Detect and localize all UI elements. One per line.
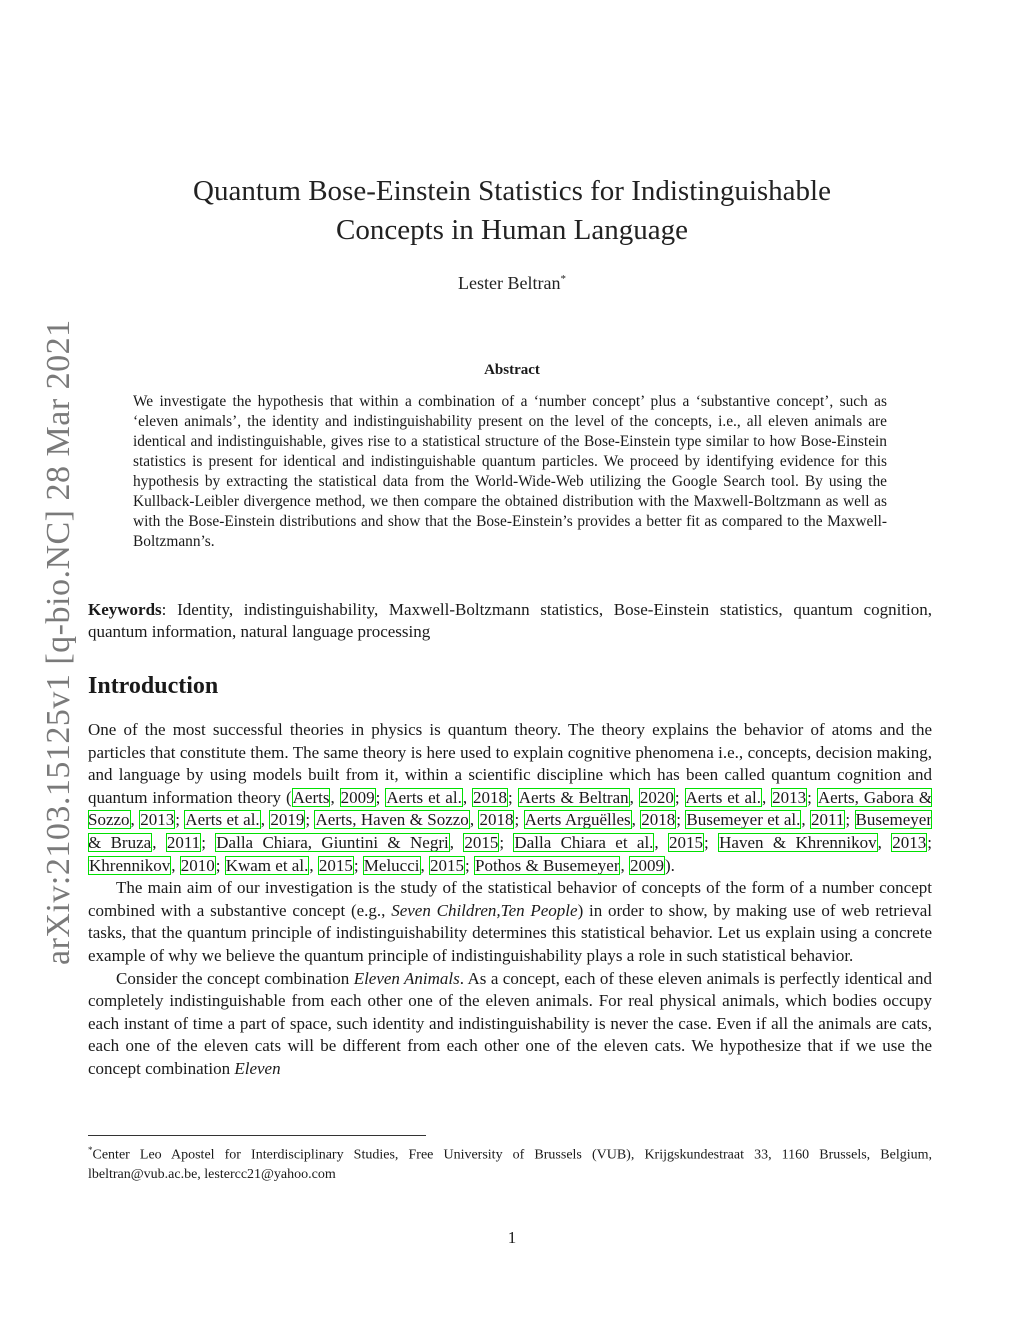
paragraph-1-text: One of the most successful theories in physics is quantum theory. The theory explains the behavior of atoms and the particles that constitute them. The same theory is here used to explain cognitive phenomena i.e., concepts, decision making, and language by using models built from it, within a scientific discipline which has been called quantum cognition and quantum information theory ( bbox=[88, 720, 932, 807]
citation: Aerts et al., 2019; bbox=[185, 810, 315, 830]
citation-author-link[interactable]: Haven & Khrennikov bbox=[719, 832, 877, 852]
citation-author-link[interactable]: Aerts et al. bbox=[685, 787, 761, 807]
citation: Aerts Arguëlles, 2018; bbox=[524, 810, 686, 830]
paragraph-1-end: ). bbox=[664, 855, 675, 875]
citation-year-link[interactable]: 2018 bbox=[473, 787, 508, 807]
citation-year-link[interactable]: 2013 bbox=[772, 787, 807, 807]
citation-author-link[interactable]: Aerts Arguëlles bbox=[524, 810, 631, 830]
paper-title bbox=[0, 172, 1024, 250]
abstract-text: We investigate the hypothesis that within a combination of a ‘number concept’ plus a ‘substantive concept’, such as ‘eleven animals’, the identity and indistinguishability present on the level of the concepts, i.e., all eleven animals are identical and indistinguishable, gives rise to a statistical structure of the Bose-Einstein type similar to how Bose-Einstein statistics is present for identical and indistinguishable quantum particles. We proceed by identifying evidence for this hypothesis by extracting the statistical data from the World-Wide-Web utilizing the Google Search tool. By using the Kullback-Leibler divergence method, we then compare the obtained distribution with the Maxwell-Boltzmann as well as with the Bose-Einstein distributions and show that the Bose-Einstein’s provides a better fit as compared to the Maxwell-Boltzmann’s. bbox=[133, 393, 887, 550]
citation-author-link[interactable]: Aerts, Haven & Sozzo bbox=[315, 810, 469, 830]
footnote bbox=[88, 1141, 932, 1184]
paragraph-2-example: Seven Children,Ten People bbox=[391, 900, 578, 920]
abstract-heading: Abstract bbox=[484, 362, 540, 378]
keywords bbox=[88, 599, 932, 643]
author-footnote-mark[interactable]: * bbox=[560, 273, 566, 285]
paragraph-3-text-a: Consider the concept combination bbox=[116, 968, 354, 988]
citation-year-link[interactable]: 2018 bbox=[479, 810, 514, 830]
citation: Aerts & Beltran, 2020; bbox=[518, 787, 685, 807]
citation-year-link[interactable]: 2011 bbox=[166, 832, 201, 852]
citation-author-link[interactable]: Dalla Chiara, Giuntini & Negri bbox=[216, 832, 449, 852]
citation: Aerts et al., 2018; bbox=[386, 787, 518, 807]
citation-year-link[interactable]: 2015 bbox=[669, 832, 704, 852]
citation: Aerts, 2009; bbox=[292, 787, 386, 807]
citation-author-link[interactable]: Aerts bbox=[292, 787, 330, 807]
citation-year-link[interactable]: 2018 bbox=[641, 810, 676, 830]
citation-year-link[interactable]: 2020 bbox=[639, 787, 674, 807]
arxiv-identifier: arXiv:2103.15125v1 [q-bio.NC] 28 Mar 2021 bbox=[40, 319, 77, 965]
citation-author-link[interactable]: Aerts et al. bbox=[386, 787, 462, 807]
paragraph-2-text-a: The main aim of our investigation is the study of the statistical behavior of concepts of the form of a number concept combined with a substantive concept (e.g., bbox=[88, 878, 932, 920]
citation-author-link[interactable]: Pothos & Busemeyer bbox=[474, 855, 620, 875]
citation: Haven & Khrennikov, 2013; bbox=[719, 832, 933, 852]
footnote-rule bbox=[88, 1135, 426, 1136]
citation-year-link[interactable]: 2009 bbox=[340, 787, 375, 807]
paragraph-3-emphasis-1: Eleven Animals bbox=[353, 968, 460, 988]
citation: Aerts, Gabora & Sozzo, 2013; bbox=[88, 787, 933, 830]
footnote-text: Center Leo Apostel for Interdisciplinary Studies, Free University of Brussels (VUB), Krijgskundestraat 33, 1160 Brussels, Belgium, lbeltran@vub.ac.be, lestercc21@yahoo.com bbox=[88, 1147, 932, 1182]
keywords-list: : Identity, indistinguishability, Maxwell-Boltzmann statistics, Bose-Einstein statistics, quantum cognition, quantum information, natural language processing bbox=[88, 600, 932, 641]
citation: Busemeyer et al., 2011; bbox=[686, 810, 855, 830]
paragraph-3 bbox=[88, 968, 932, 1081]
paragraph-2-text-b: ) in order to show, by making use of web retrieval tasks, that the quantum principle of indistinguishability determines this statistical behavior. Let us explain using a concrete example of why we believe the quantum principle of indistinguishability plays a role in such statistical behavior. bbox=[88, 900, 932, 965]
citation-author-link[interactable]: Aerts & Beltran bbox=[518, 787, 629, 807]
citation-year-link[interactable]: 2015 bbox=[430, 855, 464, 875]
author-name: Lester Beltran bbox=[458, 273, 561, 293]
title-line-1: Quantum Bose-Einstein Statistics for Indistinguishable bbox=[193, 175, 831, 207]
author bbox=[0, 273, 1024, 294]
paragraph-2 bbox=[88, 877, 932, 967]
title-line-2: Concepts in Human Language bbox=[336, 214, 688, 246]
citation-author-link[interactable]: Khrennikov bbox=[89, 855, 171, 875]
citation-author-link[interactable]: Melucci bbox=[363, 855, 420, 875]
citation: Pothos & Busemeyer, 2009 bbox=[474, 855, 664, 875]
citation: Kwam et al., 2015; bbox=[225, 855, 363, 875]
citation: Dalla Chiara, Giuntini & Negri, 2015; bbox=[216, 832, 514, 852]
citation: Aerts et al., 2013; bbox=[685, 787, 817, 807]
page-number: 1 bbox=[507, 1228, 517, 1247]
citation-author-link[interactable]: Aerts, Gabora & Sozzo bbox=[88, 787, 933, 830]
citation-year-link[interactable]: 2011 bbox=[811, 810, 845, 830]
citation-year-link[interactable]: 2013 bbox=[892, 832, 927, 852]
citation-year-link[interactable]: 2015 bbox=[318, 855, 353, 875]
citation-year-link[interactable]: 2010 bbox=[180, 855, 215, 875]
citation: Melucci, 2015; bbox=[363, 855, 474, 875]
citation-year-link[interactable]: 2019 bbox=[270, 810, 305, 830]
paragraph-3-text-b: . As a concept, each of these eleven animals is perfectly identical and completely indistinguishable from each other one of the eleven animals. For real physical animals, which bodies occupy each instant of time a part of space, such identity and indistinguishability is never the case. Even if all the animals are cats, each one of the eleven cats will be different from each other one of the eleven cats. We hypothesize that if we use the concept combination bbox=[88, 968, 932, 1078]
citation-year-link[interactable]: 2009 bbox=[629, 855, 664, 875]
citation: Dalla Chiara et al., 2015; bbox=[514, 832, 719, 852]
citation: Busemeyer & Bruza, 2011; bbox=[88, 810, 933, 852]
paragraph-3-emphasis-2: Eleven bbox=[234, 1058, 281, 1078]
citation-author-link[interactable]: Kwam et al. bbox=[225, 855, 309, 875]
citation: Khrennikov, 2010; bbox=[89, 855, 225, 875]
body-text bbox=[88, 719, 932, 1081]
citation-author-link[interactable]: Busemeyer et al. bbox=[686, 810, 801, 830]
citation: Aerts, Haven & Sozzo, 2018; bbox=[315, 810, 524, 830]
footnote-mark: * bbox=[88, 1145, 93, 1155]
section-heading-introduction: Introduction bbox=[88, 673, 219, 699]
keywords-label: Keywords bbox=[88, 600, 162, 619]
citation-author-link[interactable]: Busemeyer & Bruza bbox=[88, 810, 933, 852]
citation-year-link[interactable]: 2013 bbox=[140, 810, 175, 830]
citation-year-link[interactable]: 2015 bbox=[464, 832, 499, 852]
citation-author-link[interactable]: Dalla Chiara et al. bbox=[514, 832, 654, 852]
paragraph-1 bbox=[88, 719, 932, 877]
citation-author-link[interactable]: Aerts et al. bbox=[185, 810, 260, 830]
